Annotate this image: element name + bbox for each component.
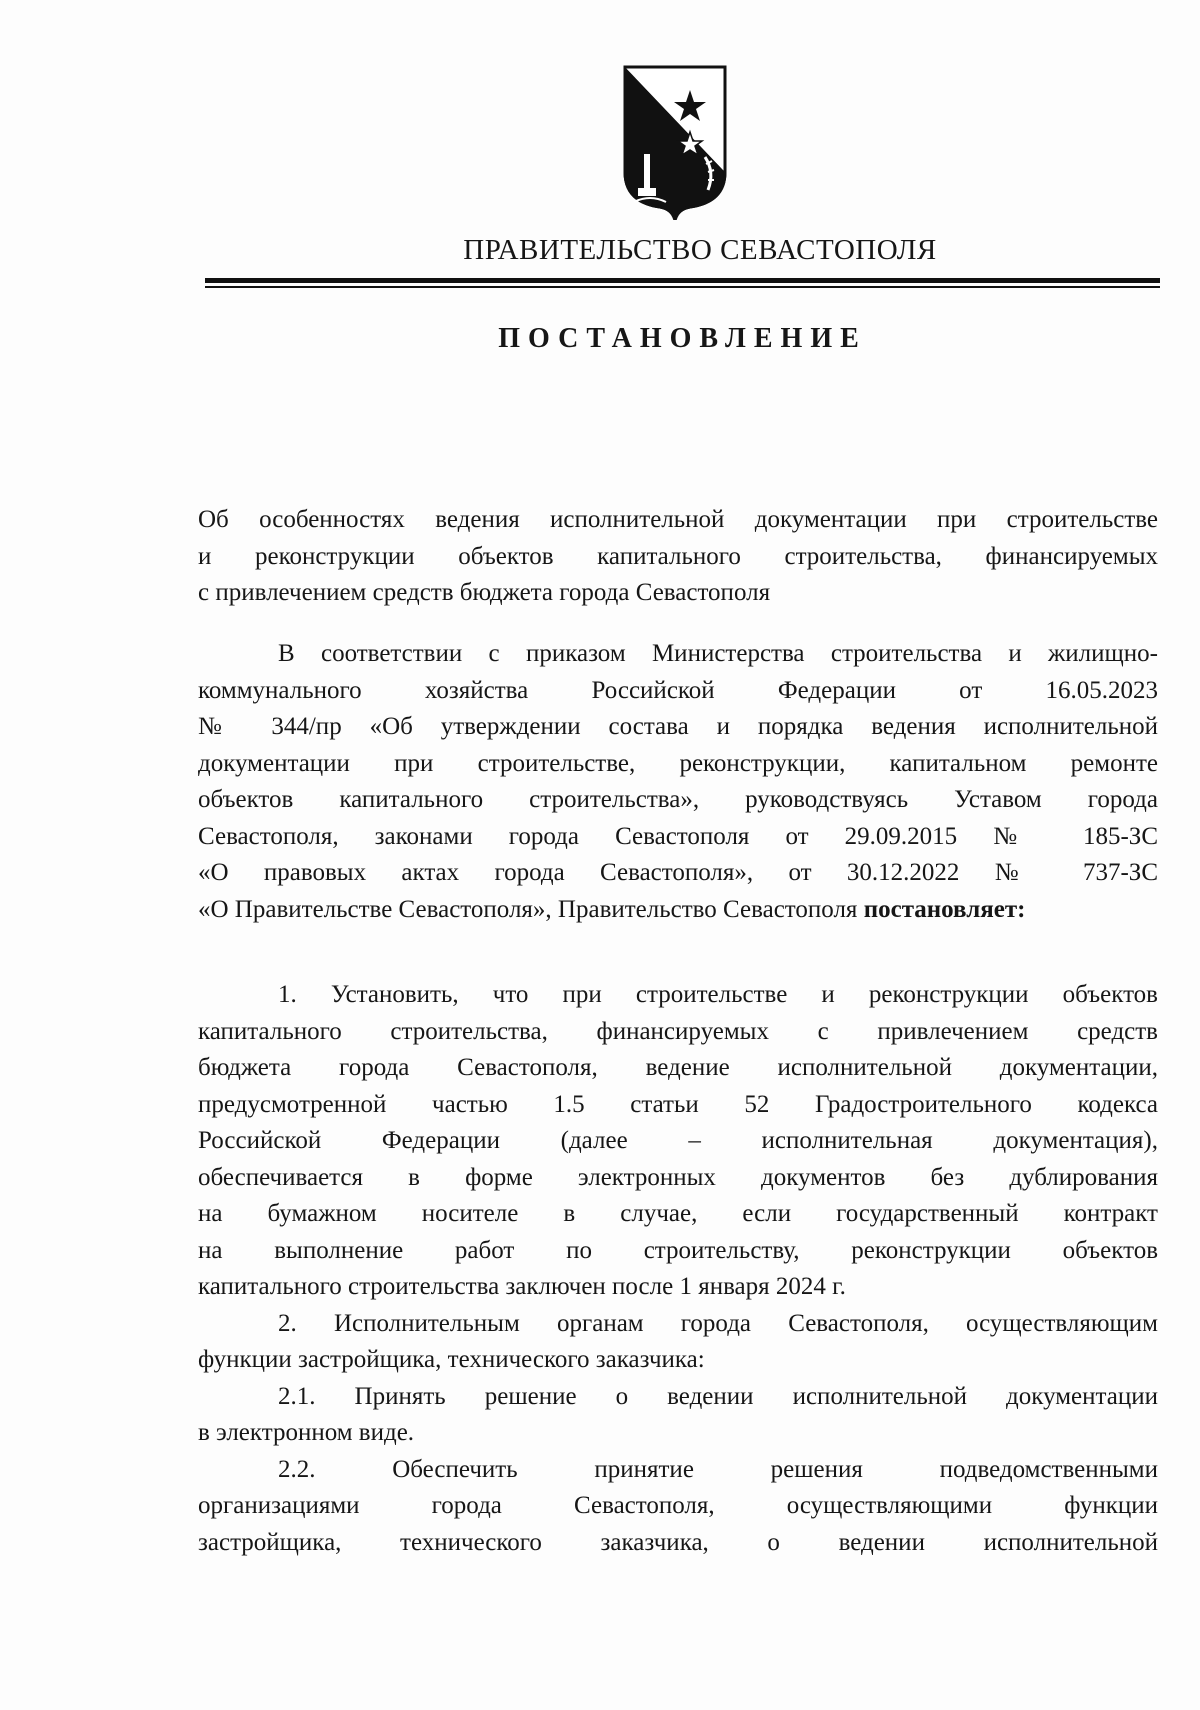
preamble-line: Севастополя, законами города Севастополя от 29.09.2015 № 185-ЗС [198,822,1158,850]
preamble-line: «О правовых актах города Севастополя», от 30.12.2022 № 737-ЗС [198,859,1158,886]
item-1-line: предусмотренной частью 1.5 статьи 52 Градостроительного кодекса [198,1090,1158,1118]
resolution-items [198,977,1158,1561]
preamble-line: коммунального хозяйства Российской Федерации от 16.05.2023 [198,676,1158,704]
government-title: ПРАВИТЕЛЬСТВО СЕВАСТОПОЛЯ [463,234,937,266]
item-1-line: бюджета города Севастополя, ведение исполнительной документации, [198,1054,1158,1081]
item-2-1-line: 2.1. Принять решение о ведении исполнительной документации [278,1382,1158,1410]
item-2-2-line: 2.2. Обеспечить принятие решения подведомственными [278,1455,1158,1483]
item-1-line: обеспечивается в форме электронных документов без дублирования [198,1163,1158,1191]
preamble-line: документации при строительстве, реконструкции, капитальном ремонте [198,749,1158,777]
item-1-line: на выполнение работ по строительству, реконструкции объектов [198,1236,1158,1264]
item-1-line: 1. Установить, что при строительстве и реконструкции объектов [278,981,1158,1008]
item-1-line: капитального строительства заключен после 1 января 2024 г. [198,1273,846,1300]
header-rule-thin [205,286,1160,288]
resolution-title [198,502,1158,612]
item-2-line: функции застройщика, технического заказчика: [198,1346,705,1373]
item-2-1-line: в электронном виде. [198,1419,415,1446]
item-2-line: 2. Исполнительным органам города Севастополя, осуществляющим [278,1309,1158,1337]
preamble-line [198,892,1158,929]
item-1-line: Российской Федерации (далее – исполнительная документация), [198,1127,1158,1154]
header-rule-thick [205,278,1160,283]
preamble-line: объектов капитального строительства», руководствуясь Уставом города [198,786,1158,813]
preamble-paragraph [198,636,1158,928]
title-line: с привлечением средств бюджета города Севастополя [198,579,771,606]
item-2-2-line: организациями города Севастополя, осуществляющими функции [198,1492,1158,1519]
title-line: и реконструкции объектов капитального строительства, финансируемых [198,542,1158,570]
item-1-line: на бумажном носителе в случае, если государственный контракт [198,1200,1158,1227]
document-type: ПОСТАНОВЛЕНИЕ [498,323,867,354]
decides-keyword: постановляет: [863,895,1026,923]
item-2-2-line: застройщика, технического заказчика, о ведении исполнительной [198,1528,1158,1556]
item-1-line: капитального строительства, финансируемых с привлечением средств [198,1017,1158,1045]
preamble-line: № 344/пр «Об утверждении состава и порядка ведения исполнительной [198,713,1158,740]
preamble-line: В соответствии с приказом Министерства строительства и жилищно- [278,640,1158,667]
sevastopol-coat-of-arms-icon [620,62,730,220]
title-line: Об особенностях ведения исполнительной документации при строительстве [198,506,1158,533]
preamble-last-text: «О Правительстве Севастополя», Правительство Севастополя [198,895,864,923]
